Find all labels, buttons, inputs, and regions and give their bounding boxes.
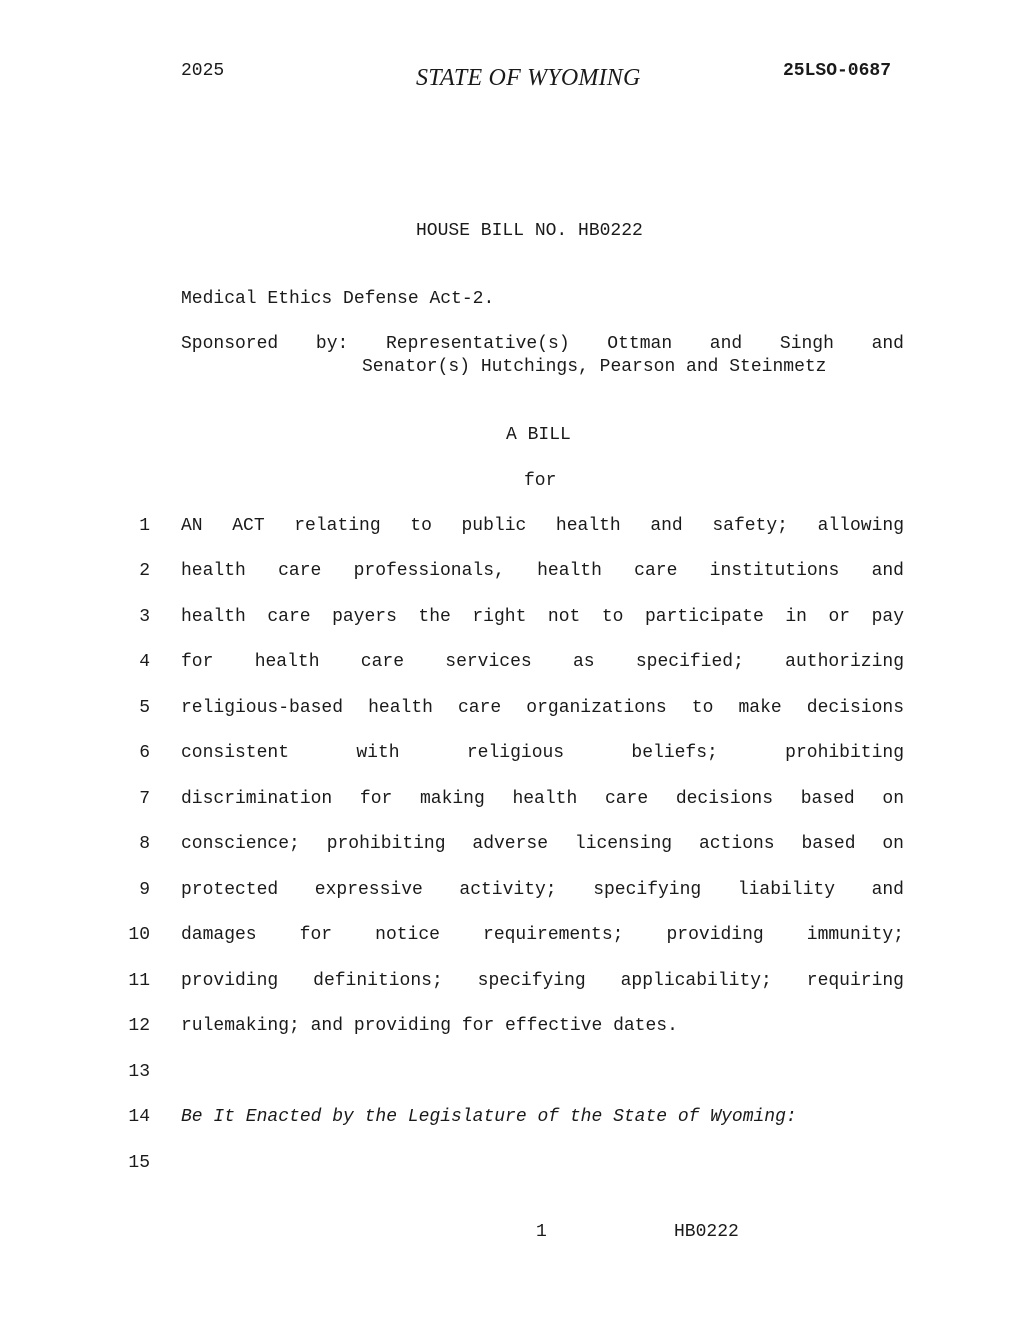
bill-line bbox=[120, 742, 904, 764]
line-text: religious-based health care organizations to make decisions bbox=[181, 698, 904, 718]
sponsor-line: Sponsored by: Representative(s) Ottman and Singh and bbox=[181, 334, 904, 354]
line-number: 9 bbox=[139, 880, 150, 900]
line-text: health care payers the right not to participate in or pay bbox=[181, 607, 904, 627]
house-bill-number: HOUSE BILL NO. HB0222 bbox=[416, 221, 643, 241]
bill-line bbox=[120, 833, 904, 855]
bill-line bbox=[120, 1152, 904, 1174]
line-number: 15 bbox=[128, 1153, 150, 1173]
a-bill-heading: A BILL bbox=[506, 425, 571, 445]
line-number: 4 bbox=[139, 652, 150, 672]
line-text: protected expressive activity; specifying liability and bbox=[181, 880, 904, 900]
sponsor-senators: Senator(s) Hutchings, Pearson and Steinmetz bbox=[362, 357, 827, 377]
line-number: 13 bbox=[128, 1062, 150, 1082]
bill-line bbox=[120, 515, 904, 537]
bill-line bbox=[120, 788, 904, 810]
footer-bill-code: HB0222 bbox=[674, 1222, 739, 1242]
line-text: AN ACT relating to public health and safety; allowing bbox=[181, 516, 904, 536]
line-number: 1 bbox=[139, 516, 150, 536]
bill-line bbox=[120, 697, 904, 719]
bill-line bbox=[120, 924, 904, 946]
page-number: 1 bbox=[536, 1222, 547, 1242]
line-number: 7 bbox=[139, 789, 150, 809]
line-text: conscience; prohibiting adverse licensing actions based on bbox=[181, 834, 904, 854]
bill-line bbox=[120, 651, 904, 673]
for-heading: for bbox=[524, 471, 557, 491]
bill-line bbox=[120, 606, 904, 628]
line-number: 14 bbox=[128, 1107, 150, 1127]
bill-line bbox=[120, 1061, 904, 1083]
line-number: 10 bbox=[128, 925, 150, 945]
line-number: 2 bbox=[139, 561, 150, 581]
line-text: for health care services as specified; authorizing bbox=[181, 652, 904, 672]
bill-short-title: Medical Ethics Defense Act-2. bbox=[181, 289, 495, 309]
line-text: discrimination for making health care decisions based on bbox=[181, 789, 904, 809]
enacting-clause: Be It Enacted by the Legislature of the State of Wyoming: bbox=[181, 1107, 797, 1127]
line-number: 5 bbox=[139, 698, 150, 718]
line-text: rulemaking; and providing for effective dates. bbox=[181, 1016, 678, 1036]
line-number: 6 bbox=[139, 743, 150, 763]
bill-line bbox=[120, 1106, 904, 1128]
bill-year: 2025 bbox=[181, 61, 225, 81]
line-text: providing definitions; specifying applicability; requiring bbox=[181, 971, 904, 991]
line-number: 11 bbox=[128, 971, 150, 991]
line-number: 8 bbox=[139, 834, 150, 854]
line-text: consistent with religious beliefs; prohibiting bbox=[181, 743, 904, 763]
line-text: damages for notice requirements; providing immunity; bbox=[181, 925, 904, 945]
bill-line bbox=[120, 970, 904, 992]
line-number: 12 bbox=[128, 1016, 150, 1036]
bill-line bbox=[120, 560, 904, 582]
line-number: 3 bbox=[139, 607, 150, 627]
bill-line bbox=[120, 1015, 904, 1037]
line-text: health care professionals, health care institutions and bbox=[181, 561, 904, 581]
state-title: STATE OF WYOMING bbox=[416, 65, 641, 91]
bill-line bbox=[120, 879, 904, 901]
document-code: 25LSO-0687 bbox=[783, 61, 892, 81]
